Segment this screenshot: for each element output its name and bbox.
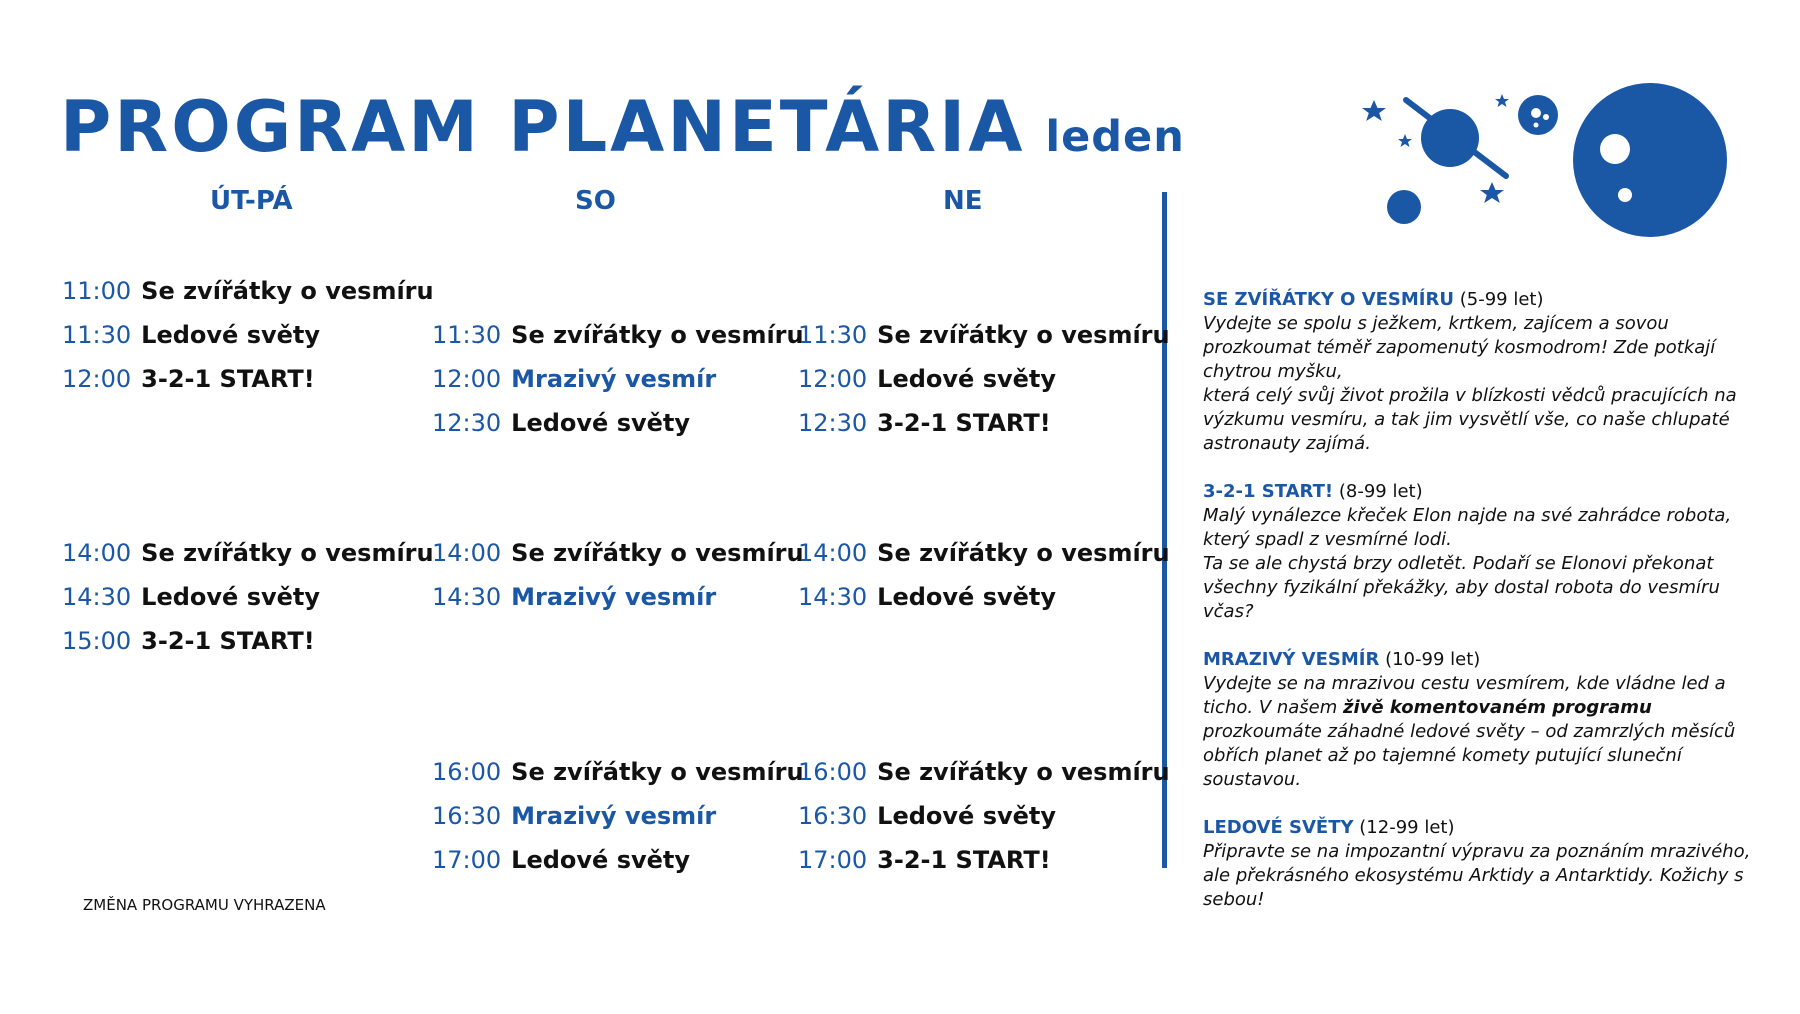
schedule-row: 14:00 Se zvířátky o vesmíru (432, 539, 804, 567)
description-title: MRAZIVÝ VESMÍR (1203, 649, 1380, 670)
title-main: PROGRAM PLANETÁRIA (60, 86, 1026, 168)
page-title (60, 86, 1185, 168)
schedule-row: 12:30 Ledové světy (432, 409, 691, 437)
description-block (1203, 648, 1773, 792)
star-icon (1398, 134, 1412, 147)
schedule-row: 12:00 Ledové světy (798, 365, 1057, 393)
schedule-row: 11:30 Se zvířátky o vesmíru (798, 321, 1170, 349)
description-age: (8-99 let) (1338, 481, 1423, 502)
title-month: leden (1045, 112, 1185, 162)
schedule-row: 14:00 Se zvířátky o vesmíru (798, 539, 1170, 567)
schedule-row: 14:30 Mrazivý vesmír (432, 583, 717, 611)
description-block (1203, 480, 1773, 624)
description-block (1203, 288, 1773, 456)
small-planet-icon (1387, 190, 1421, 224)
description-title: SE ZVÍŘÁTKY O VESMÍRU (1203, 289, 1454, 310)
schedule-row: 16:30 Mrazivý vesmír (432, 802, 717, 830)
description-age: (5-99 let) (1459, 289, 1544, 310)
schedule-row: 12:00 Mrazivý vesmír (432, 365, 717, 393)
description-title: LEDOVÉ SVĚTY (1203, 817, 1354, 838)
day-header-ut-pa: ÚT-PÁ (210, 186, 293, 216)
day-header-so: SO (575, 186, 616, 216)
schedule-row: 11:30 Se zvířátky o vesmíru (432, 321, 804, 349)
description-title: 3-2-1 START! (1203, 481, 1334, 502)
space-illustration (1340, 70, 1740, 250)
description-emphasis: živě komentovaném programu (1343, 697, 1652, 718)
schedule-row: 14:30 Ledové světy (62, 583, 321, 611)
description-text: Malý vynálezce křeček Elon najde na své zahrádce robota, který spadl z vesmírné lodi. Ta se ale chystá brzy odletět. Podaří se Elonovi překonat všechny fyzikální překážky, aby dostal robota do vesmíru včas? (1203, 505, 1732, 622)
description-text: Vydejte se spolu s ježkem, krtkem, zajícem a sovou prozkoumat téměř zapomenutý kosmodrom! Zde potkají chytrou myšku, která celý svůj život prožila v blízkosti vědců pracujících na výzkumu vesmíru, a tak jim vysvětlí vše, co naše chlupaté astronauty zajímá. (1203, 313, 1737, 454)
schedule-row: 17:00 3-2-1 START! (798, 846, 1051, 874)
moon-icon (1573, 83, 1727, 237)
star-icon (1480, 182, 1504, 203)
description-block (1203, 816, 1773, 912)
star-icon (1362, 100, 1386, 121)
footer-note: ZMĚNA PROGRAMU VYHRAZENA (83, 896, 326, 914)
schedule-row: 14:30 Ledové světy (798, 583, 1057, 611)
description-age: (12-99 let) (1359, 817, 1455, 838)
day-header-ne: NE (943, 186, 983, 216)
schedule-row: 12:00 3-2-1 START! (62, 365, 315, 393)
schedule-row: 16:00 Se zvířátky o vesmíru (432, 758, 804, 786)
schedule-row: 17:00 Ledové světy (432, 846, 691, 874)
schedule-row: 11:30 Ledové světy (62, 321, 321, 349)
schedule-row: 11:00 Se zvířátky o vesmíru (62, 277, 434, 305)
description-text: Vydejte se na mrazivou cestu vesmírem, kde vládne led a ticho. V našem živě komentovaném programu prozkoumáte záhadné ledové světy – od zamrzlých měsíců obřích planet až po tajemné komety putující sluneční soustavou. (1203, 673, 1736, 790)
schedule-row: 12:30 3-2-1 START! (798, 409, 1051, 437)
schedule-row: 15:00 3-2-1 START! (62, 627, 315, 655)
star-icon (1495, 94, 1509, 107)
schedule-row: 16:30 Ledové světy (798, 802, 1057, 830)
description-text: Připravte se na impozantní výpravu za poznáním mrazivého, ale překrásného ekosystému Arktidy a Antarktidy. Kožichy s sebou! (1203, 841, 1751, 910)
description-age: (10-99 let) (1385, 649, 1481, 670)
schedule-row: 16:00 Se zvířátky o vesmíru (798, 758, 1170, 786)
schedule-row: 14:00 Se zvířátky o vesmíru (62, 539, 434, 567)
